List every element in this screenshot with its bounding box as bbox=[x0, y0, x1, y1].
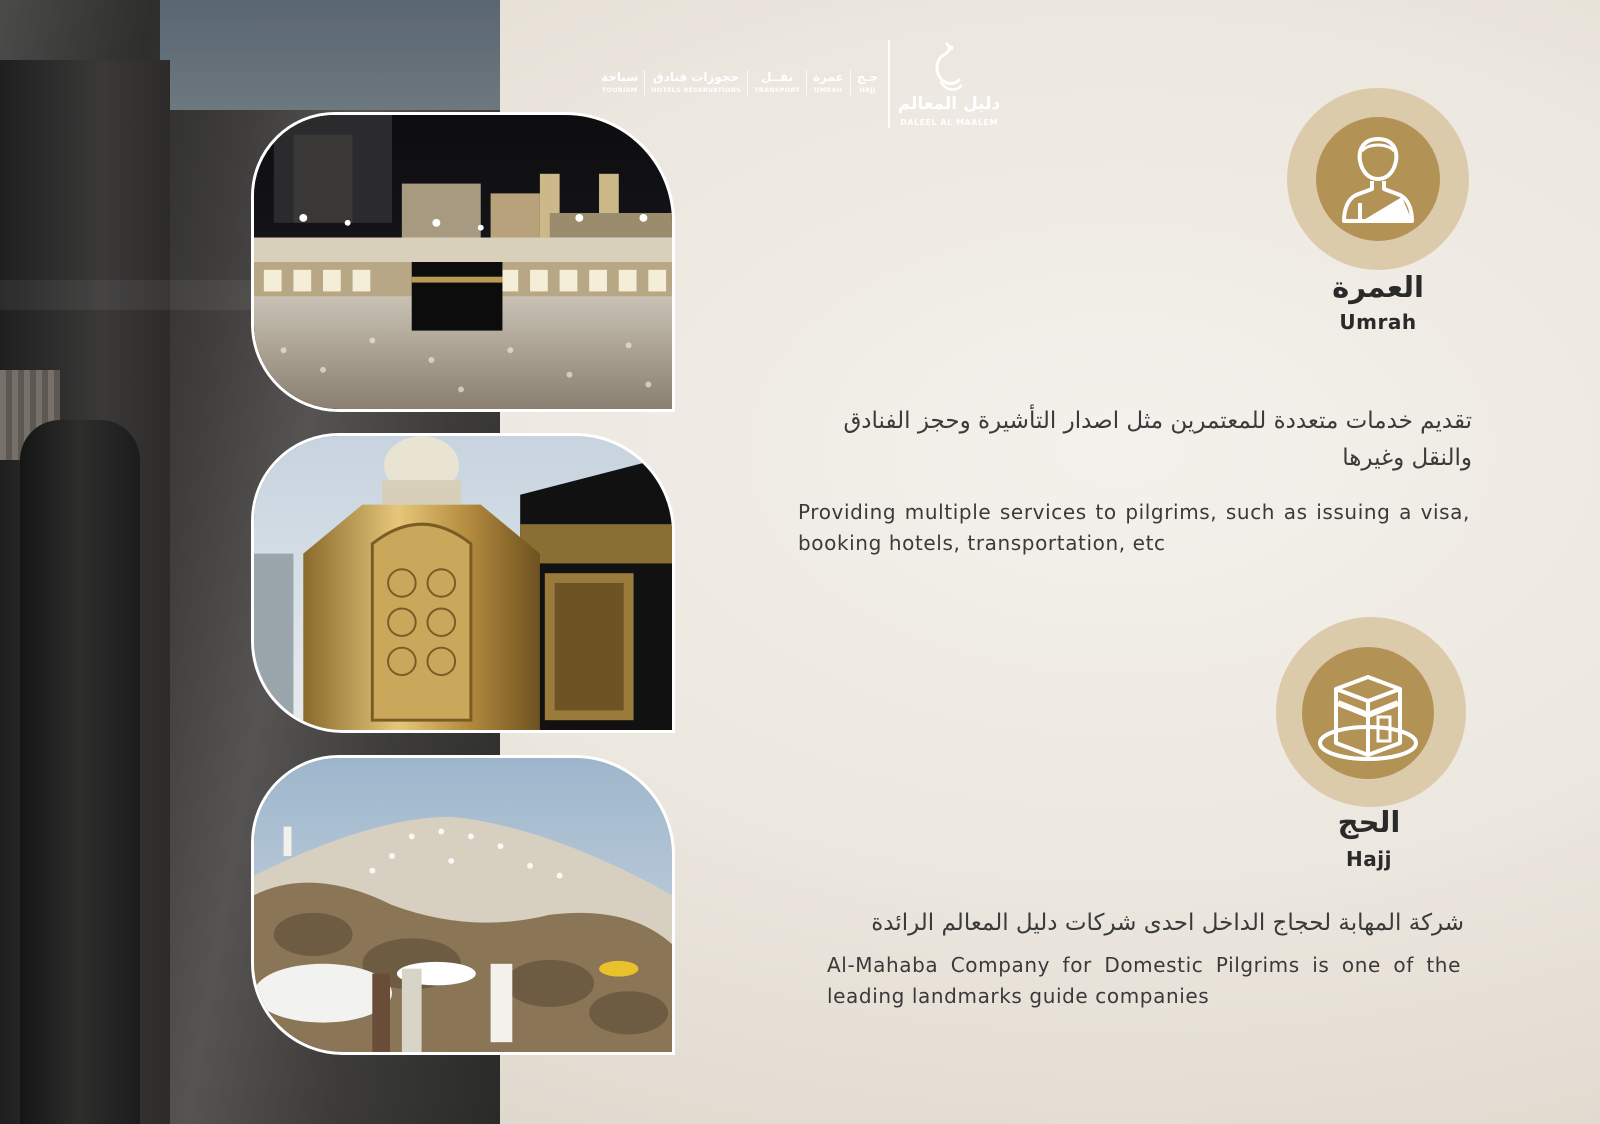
nav-label-en: TOURISM bbox=[601, 86, 638, 94]
logo-text-ar: دليل المعالم bbox=[897, 94, 1001, 114]
umrah-description-en: Providing multiple services to pilgrims, such as issuing a visa, booking hotels, transportation, etc bbox=[798, 500, 1470, 555]
photo-mount-arafat bbox=[251, 755, 675, 1055]
nav-label-ar: حجوزات فنادق bbox=[652, 70, 740, 84]
nav-item-hajj[interactable] bbox=[850, 70, 884, 95]
hajj-description-ar: شركة المهابة لحجاج الداخل احدى شركات دليل المعالم الرائدة bbox=[871, 910, 1464, 936]
nav-label-ar: حـج bbox=[856, 70, 879, 84]
umrah-title-en: Umrah bbox=[1339, 310, 1417, 334]
services-nav bbox=[595, 70, 884, 95]
nav-item-tourism[interactable] bbox=[595, 70, 644, 95]
photo-kaaba-night bbox=[251, 112, 675, 412]
umrah-title-ar: العمرة bbox=[1332, 270, 1424, 304]
nav-label-ar: عمرة bbox=[812, 70, 844, 84]
logo-text-en: DALEEL AL MAALEM bbox=[900, 118, 998, 127]
hajj-icon-badge bbox=[1276, 617, 1466, 807]
nav-label-ar: سياحة bbox=[601, 70, 639, 84]
nav-label-en: HOTELS RESERVATIONS bbox=[651, 86, 742, 94]
nav-item-umrah[interactable] bbox=[806, 70, 850, 95]
umrah-icon-badge bbox=[1287, 88, 1469, 270]
kaaba-icon bbox=[1302, 647, 1434, 779]
logo-mark-icon bbox=[927, 42, 967, 97]
hajj-title-ar: الحج bbox=[1337, 805, 1401, 839]
hajj-title-en: Hajj bbox=[1346, 847, 1392, 871]
nav-item-hotels[interactable] bbox=[644, 70, 747, 95]
nav-label-en: TRANSPORT bbox=[754, 86, 800, 94]
nav-item-transport[interactable] bbox=[747, 70, 806, 95]
brand-logo[interactable] bbox=[897, 42, 1007, 132]
photo-maqam-ibrahim bbox=[251, 433, 675, 733]
nav-label-ar: نقــل bbox=[760, 70, 793, 84]
nav-label-en: HAJJ bbox=[859, 86, 876, 94]
nav-label-en: UMRAH bbox=[814, 86, 843, 94]
umrah-description-ar: تقديم خدمات متعددة للمعتمرين مثل اصدار التأشيرة وحجز الفنادق والنقل وغيرها bbox=[843, 408, 1472, 471]
hajj-description-en: Al-Mahaba Company for Domestic Pilgrims is one of the leading landmarks guide companies bbox=[827, 953, 1461, 1008]
header bbox=[595, 40, 1015, 130]
header-divider bbox=[888, 40, 890, 128]
pilgrim-person-icon bbox=[1316, 117, 1440, 241]
